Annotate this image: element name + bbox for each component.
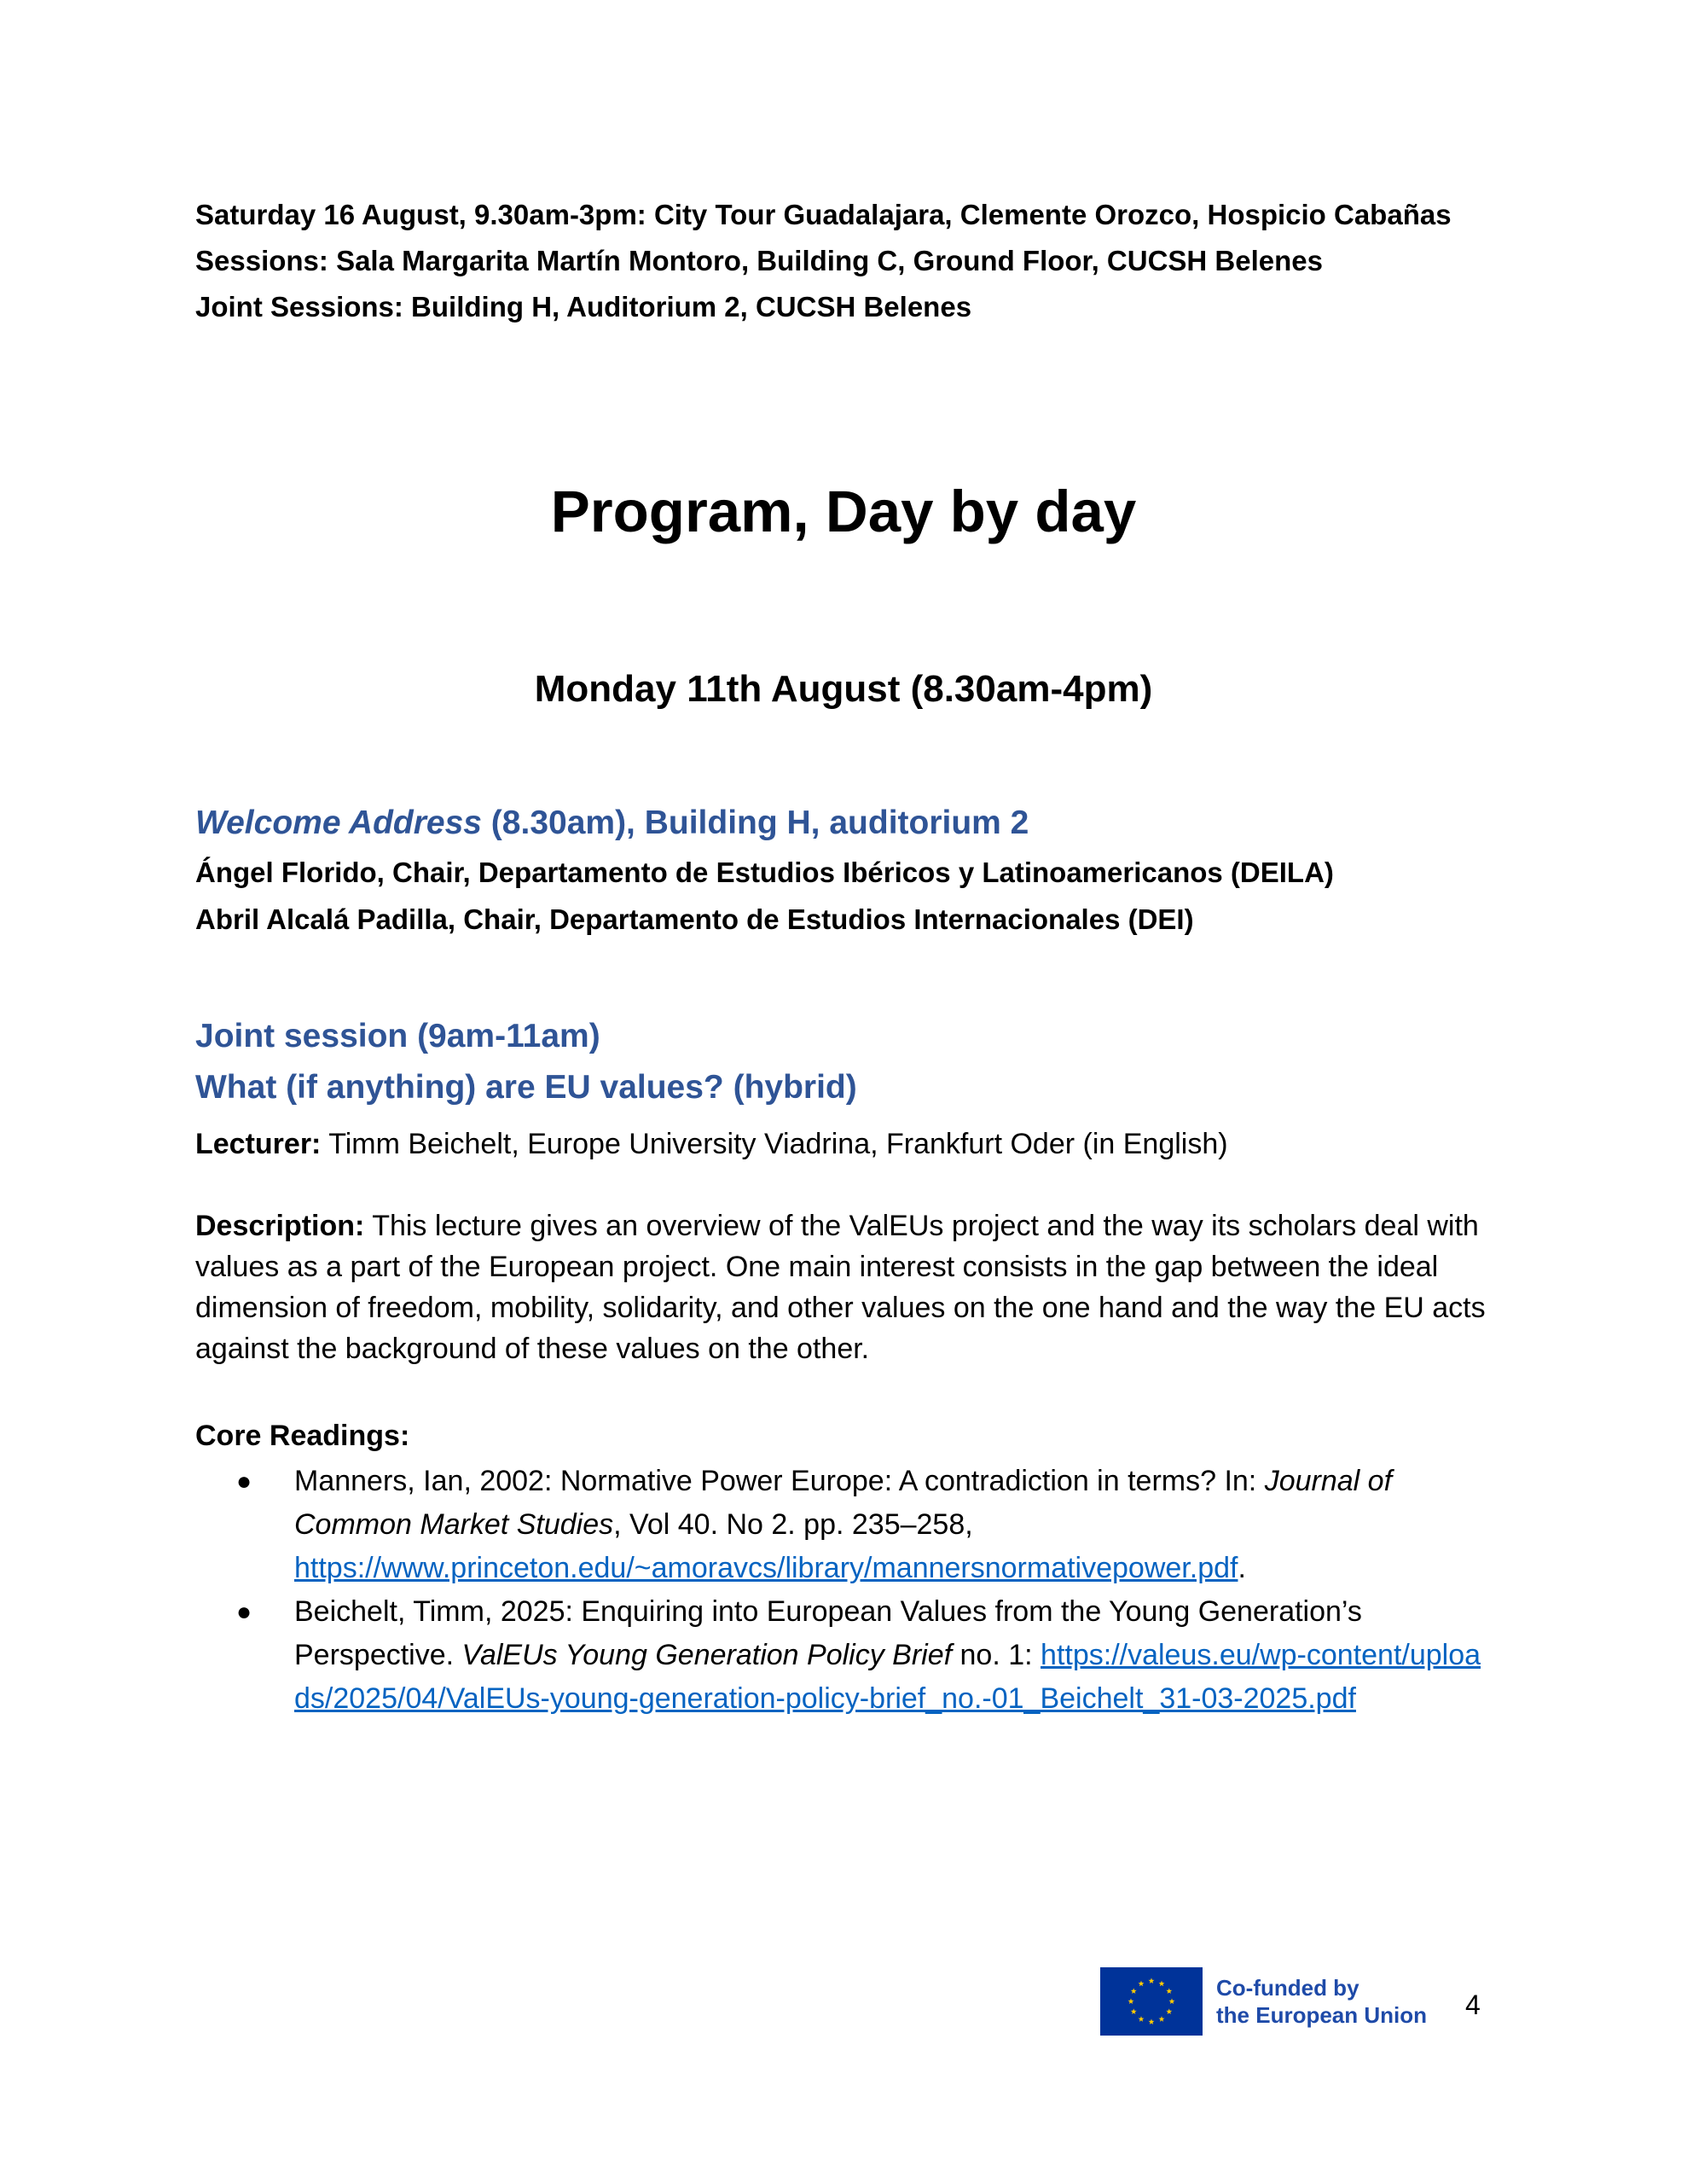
welcome-speaker-2: Abril Alcalá Padilla, Chair, Departamento de Estudios Internacionales (DEI) [195, 903, 1194, 935]
eu-star-icon [1149, 1978, 1155, 1984]
reading-1-end: . [1238, 1552, 1246, 1584]
core-readings-list [195, 1460, 1492, 1721]
eu-star-icon [1166, 1988, 1172, 1994]
description-text: This lecture gives an overview of the ValEUs project and the way its scholars deal with values as a part of the European project. One main interest consists in the gap between the ideal dimension of freedom, mobility, solidarity, and other values on the one hand and the way the EU acts against the background of these values on the other. [195, 1210, 1486, 1365]
reading-2-link[interactable]: https://valeus.eu/wp-content/uploads/2025/04/ValEUs-young-generation-policy-brief_no.-01_Beichelt_31-03-2025.pdf [294, 1639, 1481, 1715]
eu-star-icon [1159, 2016, 1165, 2022]
reading-1-text: Manners, Ian, 2002: Normative Power Europe: A contradiction in terms? In: [294, 1465, 1265, 1497]
joint-session-section [195, 1011, 1492, 1721]
eu-text-line-1: Co-funded by [1216, 1975, 1359, 2001]
welcome-heading-rest: (8.30am), Building H, auditorium 2 [481, 804, 1029, 841]
welcome-heading [195, 798, 1492, 849]
joint-session-subtitle: What (if anything) are EU values? (hybrid) [195, 1069, 857, 1106]
reading-1-journal: Journal of Common Market Studies [294, 1465, 1393, 1541]
eu-star-icon [1159, 1981, 1165, 1987]
eu-star-icon [1131, 1988, 1137, 1994]
eu-star-icon [1139, 2016, 1145, 2022]
info-line-joint-sessions: Joint Sessions: Building H, Auditorium 2, CUCSH Belenes [195, 291, 972, 322]
eu-star-icon [1169, 1998, 1175, 2004]
reading-1-link[interactable]: https://www.princeton.edu/~amoravcs/library/mannersnormativepower.pdf [294, 1552, 1238, 1584]
eu-text-line-2: the European Union [1216, 2002, 1427, 2028]
event-info [195, 192, 1492, 330]
lecturer-label: Lecturer: [195, 1128, 322, 1160]
lecturer-line [195, 1124, 1492, 1165]
day-title: Monday 11th August (8.30am-4pm) [534, 668, 1153, 710]
description-label: Description: [195, 1210, 365, 1242]
bullet-icon: ● [236, 1467, 252, 1496]
eu-flag-icon [1100, 1967, 1203, 2036]
bullet-icon: ● [236, 1598, 252, 1626]
eu-star-icon [1166, 2008, 1172, 2014]
eu-star-icon [1149, 2018, 1155, 2024]
reading-1-details: , Vol 40. No 2. pp. 235–258, [613, 1508, 973, 1541]
page-title: Program, Day by day [550, 479, 1137, 544]
reading-item-1 [195, 1460, 1492, 1590]
core-readings-title: Core Readings: [195, 1420, 410, 1452]
reading-2-journal: ValEUs Young Generation Policy Brief [461, 1639, 953, 1671]
eu-star-icon [1131, 2008, 1137, 2014]
welcome-heading-italic: Welcome Address [195, 804, 482, 841]
description-paragraph [195, 1205, 1492, 1369]
eu-star-icon [1128, 1998, 1134, 2004]
eu-cofunded-text [1216, 1974, 1427, 2029]
page-number: 4 [1465, 1989, 1481, 2020]
info-line-saturday: Saturday 16 August, 9.30am-3pm: City Tour Guadalajara, Clemente Orozco, Hospicio Cabañas [195, 199, 1452, 230]
eu-star-icon [1139, 1981, 1145, 1987]
reading-2-details: no. 1: [952, 1639, 1041, 1671]
reading-item-2 [195, 1590, 1492, 1721]
reading-2-text: Beichelt, Timm, 2025: Enquiring into European Values from the Young Generation’s Perspective. [294, 1595, 1362, 1671]
welcome-section [195, 798, 1492, 943]
lecturer-value: Timm Beichelt, Europe University Viadrina, Frankfurt Oder (in English) [321, 1128, 1228, 1160]
info-line-sessions: Sessions: Sala Margarita Martín Montoro, Building C, Ground Floor, CUCSH Belenes [195, 245, 1323, 276]
eu-stars-icon [1100, 1967, 1203, 2036]
welcome-speaker-1: Ángel Florido, Chair, Departamento de Estudios Ibéricos y Latinoamericanos (DEILA) [195, 857, 1334, 888]
eu-cofunded-logo [1100, 1967, 1427, 2036]
joint-session-title: Joint session (9am-11am) [195, 1018, 600, 1054]
